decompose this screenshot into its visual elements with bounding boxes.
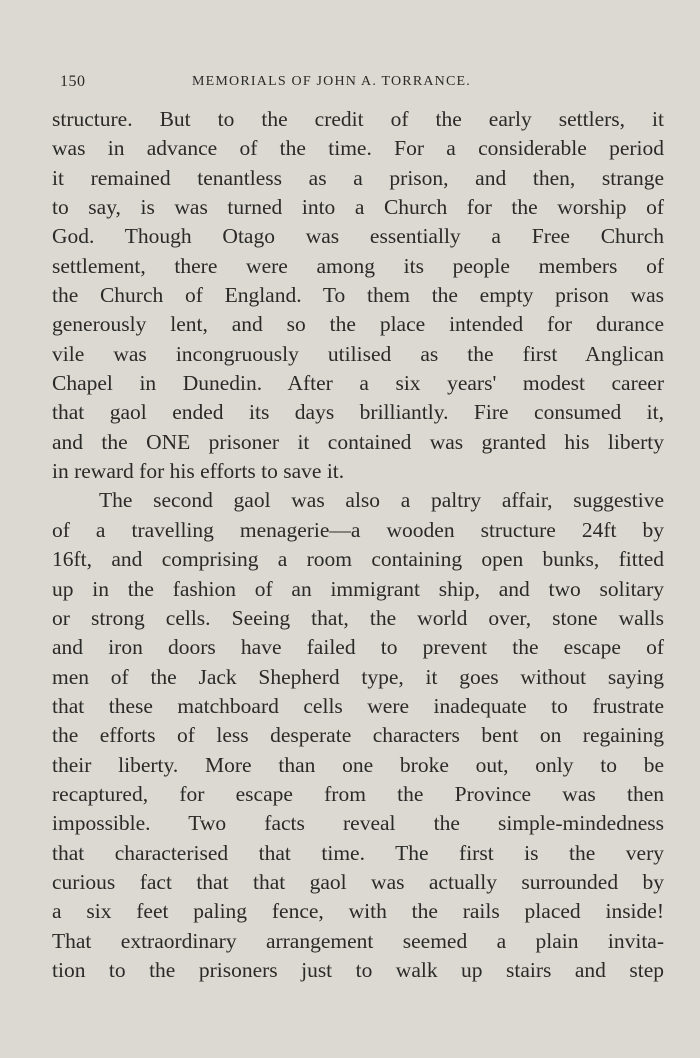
- text-line: settlement, there were among its people members of: [52, 253, 664, 278]
- text-line: to say, is was turned into a Church for the worship of: [52, 195, 664, 220]
- text-line: generously lent, and so the place intended for durance: [52, 312, 664, 337]
- paragraph-start-line: The second gaol was also a paltry affair, suggestive: [99, 488, 664, 513]
- text-line: recaptured, for escape from the Province was then: [52, 781, 664, 806]
- page-number: 150: [60, 73, 86, 90]
- text-line: of a travelling menagerie—a wooden structure 24ft by: [52, 517, 664, 542]
- text-line: curious fact that that gaol was actually surrounded by: [52, 869, 664, 894]
- text-line: Chapel in Dunedin. After a six years' modest career: [52, 371, 664, 396]
- text-line: 16ft, and comprising a room containing open bunks, fitted: [52, 547, 664, 572]
- text-line: a six feet paling fence, with the rails placed inside!: [52, 899, 664, 924]
- text-line: that these matchboard cells were inadequate to frustrate: [52, 693, 664, 718]
- text-line: impossible. Two facts reveal the simple-mindedness: [52, 811, 664, 836]
- text-line: That extraordinary arrangement seemed a plain invita-: [52, 928, 664, 953]
- text-line: was in advance of the time. For a considerable period: [52, 136, 664, 161]
- text-line: tion to the prisoners just to walk up stairs and step: [52, 957, 664, 982]
- text-line: and the ONE prisoner it contained was granted his liberty: [52, 429, 664, 454]
- text-line: that characterised that time. The first is the very: [52, 840, 664, 865]
- text-line: it remained tenantless as a prison, and then, strange: [52, 165, 664, 190]
- text-line: the efforts of less desperate characters bent on regaining: [52, 723, 664, 748]
- body-text: [52, 105, 664, 985]
- text-line: structure. But to the credit of the early settlers, it: [52, 107, 664, 131]
- running-head: [60, 73, 664, 93]
- text-line: their liberty. More than one broke out, only to be: [52, 752, 664, 777]
- paragraph-end-line: in reward for his efforts to save it.: [52, 459, 345, 484]
- text-line: God. Though Otago was essentially a Free Church: [52, 224, 664, 249]
- text-line: vile was incongruously utilised as the first Anglican: [52, 341, 664, 366]
- text-line: men of the Jack Shepherd type, it goes without saying: [52, 664, 664, 689]
- text-line: and iron doors have failed to prevent the escape of: [52, 635, 664, 660]
- text-line: that gaol ended its days brilliantly. Fire consumed it,: [52, 400, 664, 425]
- text-line: up in the fashion of an immigrant ship, and two solitary: [52, 576, 664, 601]
- text-line: or strong cells. Seeing that, the world over, stone walls: [52, 605, 664, 630]
- running-title: MEMORIALS OF JOHN A. TORRANCE.: [192, 74, 471, 89]
- text-line: the Church of England. To them the empty prison was: [52, 283, 664, 308]
